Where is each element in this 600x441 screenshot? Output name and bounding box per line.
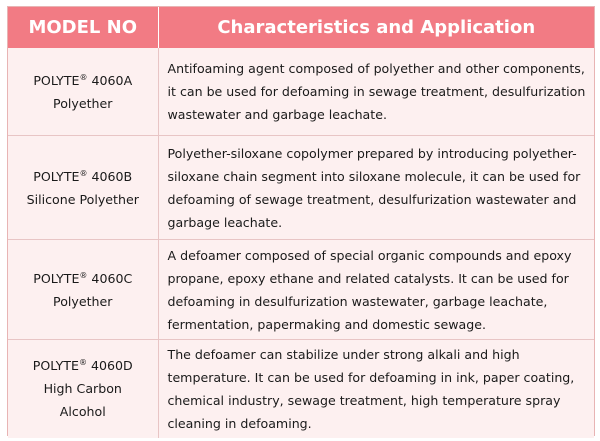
registered-mark: ® [78, 358, 87, 368]
model-code: 4060D [86, 358, 133, 374]
model-code: 4060C [87, 270, 133, 286]
registered-mark: ® [79, 270, 88, 280]
model-type: Polyether [53, 293, 113, 309]
model-name: POLYTE [33, 72, 80, 88]
description-cell: Polyether-siloxane copolymer prepared by introducing polyether-siloxane chain segment into siloxane molecule, it can be used for defoaming of sewage treatment, desulfurization wastewater and garbage leachate. [158, 136, 594, 240]
table-row [8, 340, 594, 438]
model-name: POLYTE [32, 358, 79, 374]
model-code: 4060A [87, 72, 133, 88]
registered-mark: ® [79, 72, 88, 82]
model-type: Silicone Polyether [26, 191, 139, 207]
model-name: POLYTE [33, 168, 80, 184]
model-type: High Carbon [43, 381, 122, 397]
model-name: POLYTE [33, 270, 80, 286]
header-row [8, 7, 594, 48]
table-row [8, 240, 594, 340]
description-cell: The defoamer can stabilize under strong alkali and high temperature. It can be used for defoaming in ink, paper coating, chemical industry, sewage treatment, high temperature spray cleaning in defoaming. [158, 340, 594, 438]
model-cell [8, 136, 158, 240]
table-row [8, 136, 594, 240]
model-type: Polyether [53, 95, 113, 111]
model-type-line2: Alcohol [59, 404, 106, 420]
model-cell [8, 340, 158, 438]
model-no-header: MODEL NO [8, 7, 158, 48]
model-cell [8, 240, 158, 340]
description-cell: Antifoaming agent composed of polyether and other components, it can be used for defoaming in sewage treatment, desulfurization wastewater and garbage leachate. [158, 48, 594, 136]
model-code: 4060B [87, 168, 133, 184]
registered-mark: ® [79, 168, 88, 178]
model-cell [8, 48, 158, 136]
description-cell: A defoamer composed of special organic compounds and epoxy propane, epoxy ethane and related catalysts. It can be used for defoaming in desulfurization wastewater, garbage leachate, fermentation, papermaking and domestic sewage. [158, 240, 594, 340]
characteristics-header: Characteristics and Application [158, 7, 594, 48]
table-row [8, 48, 594, 136]
product-table-container [7, 6, 595, 436]
product-table [8, 7, 594, 438]
